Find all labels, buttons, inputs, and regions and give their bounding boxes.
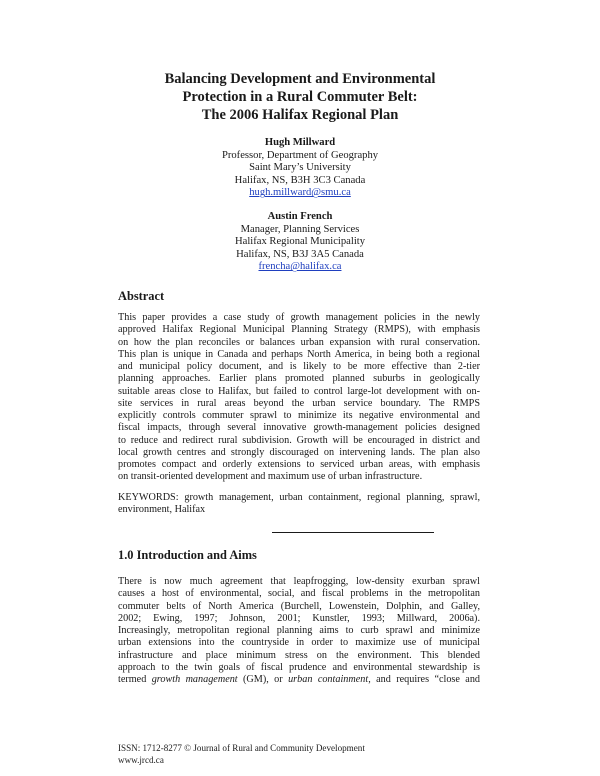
- keywords-paragraph: [118, 492, 480, 517]
- author-position: Manager, Planning Services: [240, 223, 360, 235]
- text-line: explicitly controls commuter sprawl to minimize its negative environmental and: [118, 410, 480, 421]
- author-address: Halifax, NS, B3J 3A5 Canada: [236, 248, 364, 260]
- text-run: termed: [118, 674, 152, 685]
- author-email-link[interactable]: frencha@halifax.ca: [258, 261, 342, 273]
- author-position: Professor, Department of Geography: [221, 149, 379, 161]
- author-org: Saint Mary’s University: [249, 162, 351, 174]
- abstract-heading: Abstract: [118, 289, 165, 303]
- text-line: local growth centres and strongly discouraged on intervening lands. The plan also: [118, 446, 480, 458]
- intro-paragraph: [118, 576, 480, 686]
- author-name: Hugh Millward: [264, 137, 336, 148]
- text-line: This paper provides a case study of growth management policies in the newly: [118, 312, 480, 323]
- text-line: planning approaches. Earlier plans promoted planned suburbs in geologically: [118, 373, 480, 385]
- text-line: [118, 674, 480, 686]
- text-line: environment, Halifax: [118, 504, 206, 516]
- emphasis-term: growth management: [151, 674, 238, 685]
- text-line: Increasingly, metropolitan regional planning aims to curb sprawl and minimize: [118, 625, 480, 636]
- author-block-millward: [150, 137, 450, 200]
- text-line: There is now much agreement that leapfrogging, low-density exurban sprawl: [118, 576, 480, 587]
- page-footer: [118, 743, 365, 766]
- author-block-french: [150, 211, 450, 274]
- text-line: approach to the twin goals of fiscal prudence and environmental stewardship is: [118, 661, 480, 673]
- text-line: and municipal policy document, and is likely to be more effective than 2-tier: [118, 361, 480, 372]
- text-line: suitable areas close to Halifax, but failed to control large-lot development with on-: [118, 385, 480, 397]
- section-divider: [272, 532, 434, 533]
- intro-heading: 1.0 Introduction and Aims: [118, 548, 257, 562]
- text-line: infrastructure and place minimum stress on the environment. This blended: [118, 649, 480, 661]
- footer-url[interactable]: www.jrcd.ca: [118, 754, 164, 765]
- footer-issn: ISSN: 1712-8277 © Journal of Rural and Community Development: [118, 743, 365, 753]
- author-email-link[interactable]: hugh.millward@smu.ca: [249, 187, 351, 199]
- text-line: commuter belts of North America (Burchell, Lowenstein, Dolphin, and Galley,: [118, 600, 480, 612]
- abstract-paragraph: [118, 312, 480, 484]
- author-name: Austin French: [267, 211, 333, 222]
- text-line: KEYWORDS: growth management, urban containment, regional planning, sprawl,: [118, 492, 480, 503]
- text-line: approved Halifax Regional Municipal Planning Strategy (RMPS), with emphasis: [118, 324, 480, 336]
- emphasis-term: urban containment: [288, 674, 369, 685]
- text-run: (GM), or: [237, 674, 289, 685]
- title-line: Balancing Development and Environmental: [164, 71, 436, 87]
- author-address: Halifax, NS, B3H 3C3 Canada: [234, 174, 366, 186]
- text-line: site services in rural areas beyond the urban service boundary. The RMPS: [118, 397, 480, 409]
- text-line: urban extensions into the countryside in order to maximize use of municipal: [118, 637, 480, 649]
- text-line: on how the plan reconciles or balances urban expansion with rural conservation.: [118, 336, 480, 348]
- text-line: on transit-oriented development and maximum use of urban infrastructure.: [118, 471, 423, 483]
- title-line: Protection in a Rural Commuter Belt:: [182, 89, 418, 105]
- author-org: Halifax Regional Municipality: [234, 236, 366, 248]
- text-line: causes a host of environmental, social, and fiscal problems in the metropolitan: [118, 588, 480, 600]
- text-line: 2002; Ewing, 1997; Johnson, 2001; Kunstler, 1993; Millward, 2006a).: [118, 612, 480, 624]
- text-line: fiscal impacts, through several innovative growth-management policies designed: [118, 422, 480, 434]
- text-line: to reduce and redirect rural subdivision. Growth will be encouraged in district and: [118, 434, 480, 446]
- text-line: This plan is unique in Canada and perhaps North America, in being both a regional: [118, 348, 480, 360]
- text-run: , and requires “close and: [368, 674, 480, 685]
- paper-title: [100, 70, 500, 124]
- text-line: promotes compact and orderly extensions to serviced urban areas, with emphasis: [118, 459, 480, 470]
- title-line: The 2006 Halifax Regional Plan: [201, 107, 399, 123]
